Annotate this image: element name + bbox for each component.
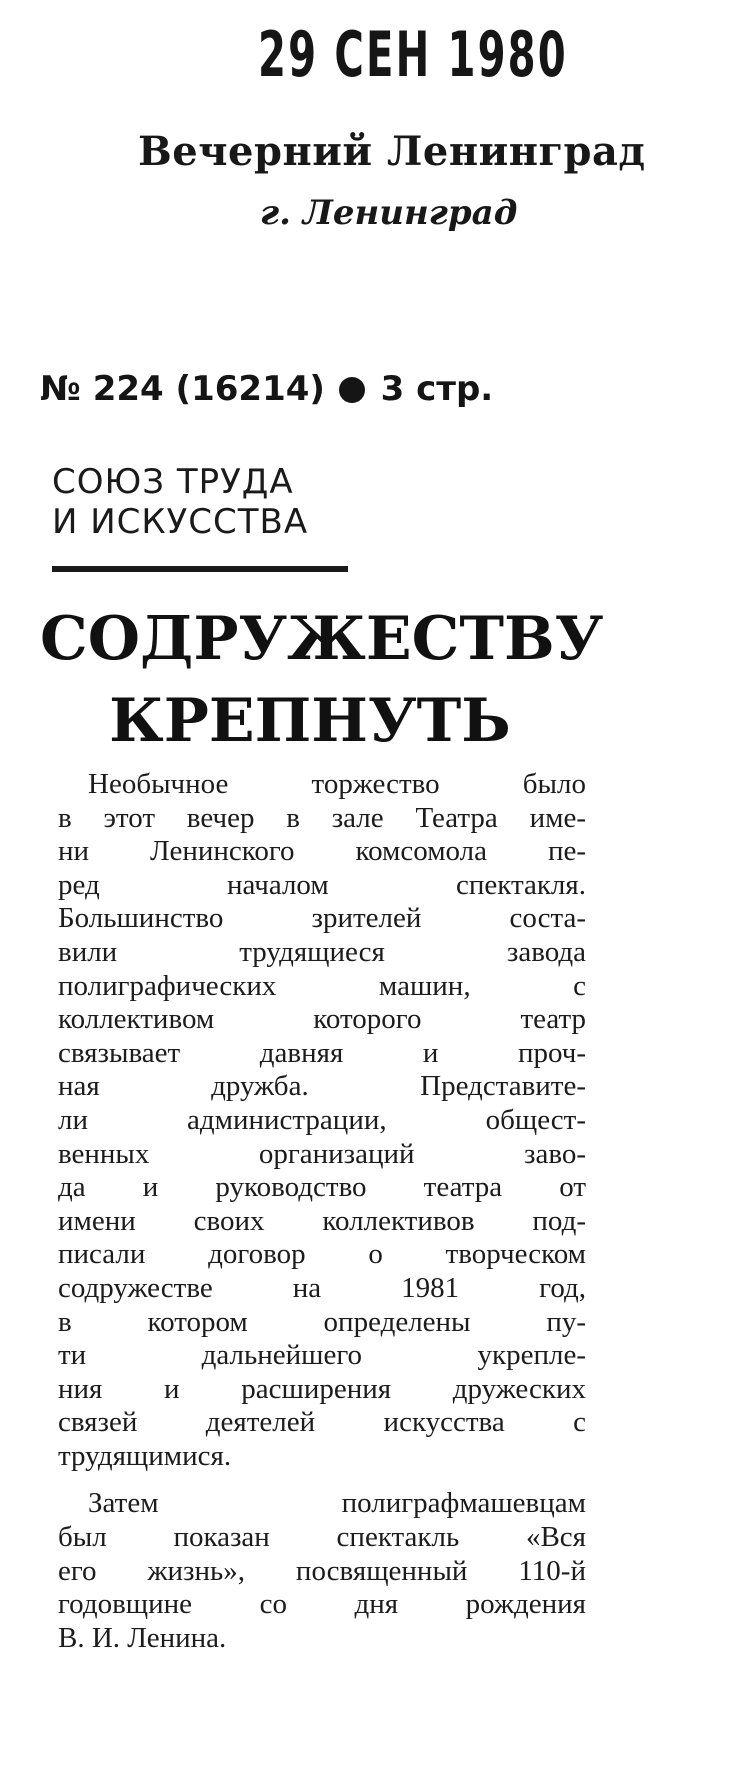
page-number: 3 стр.	[380, 369, 494, 409]
text-line: ния и расширения дружеских	[58, 1372, 586, 1405]
text-line: да и руководство театра от	[58, 1171, 586, 1204]
text-line: имени своих коллективов под-	[58, 1204, 586, 1237]
text-line: ти дальнейшего укрепле-	[58, 1339, 586, 1372]
article-body	[58, 768, 586, 1655]
text-line: связывает давняя и проч-	[58, 1036, 586, 1069]
clipping-date-stamp: 29 СЕН 1980	[258, 18, 568, 91]
text-line: коллективом которого театр	[58, 1003, 586, 1036]
article-paragraph	[58, 1487, 586, 1655]
newspaper-name-stamp: Вечерний Ленинград	[138, 128, 646, 175]
text-line: содружестве на 1981 год,	[58, 1271, 586, 1304]
text-line: полиграфических машин, с	[58, 969, 586, 1002]
headline-line: КРЕПНУТЬ	[109, 686, 511, 756]
text-line: ная дружба. Представите-	[58, 1070, 586, 1103]
text-line: в этот вечер в зале Театра име-	[58, 801, 586, 834]
text-line: Большинство зрителей соста-	[58, 902, 586, 935]
article-headline	[40, 598, 604, 762]
paragraph-gap	[58, 1473, 586, 1487]
bullet-icon	[339, 377, 365, 403]
issue-line	[40, 369, 494, 409]
text-line: в котором определены пу-	[58, 1305, 586, 1338]
text-line: связей деятелей искусства с	[58, 1406, 586, 1439]
text-line: Затем полиграфмашевцам	[88, 1487, 586, 1520]
text-line: писали договор о творческом	[58, 1238, 586, 1271]
rubric-line: СОЮЗ ТРУДА	[52, 462, 294, 502]
rubric	[52, 462, 372, 542]
headline-line: СОДРУЖЕСТВУ	[40, 604, 604, 674]
city-stamp: г. Ленинград	[260, 193, 518, 233]
text-line: ли администрации, общест-	[58, 1103, 586, 1136]
article-paragraph	[58, 768, 586, 1473]
text-line: венных организаций заво-	[58, 1137, 586, 1170]
text-line: был показан спектакль «Вся	[58, 1521, 586, 1554]
text-line: В. И. Ленина.	[58, 1621, 227, 1654]
issue-number: № 224 (16214)	[40, 369, 325, 409]
text-line: трудящимися.	[58, 1439, 232, 1472]
rubric-divider	[52, 566, 348, 572]
text-line: ни Ленинского комсомола пе-	[58, 835, 586, 868]
text-line: вили трудящиеся завода	[58, 935, 586, 968]
rubric-line: И ИСКУССТВА	[52, 502, 309, 542]
text-line: его жизнь», посвященный 110-й	[58, 1554, 586, 1587]
text-line: ред началом спектакля.	[58, 868, 586, 901]
text-line: годовщине со дня рождения	[58, 1588, 586, 1621]
text-line: Необычное торжество было	[88, 768, 586, 800]
